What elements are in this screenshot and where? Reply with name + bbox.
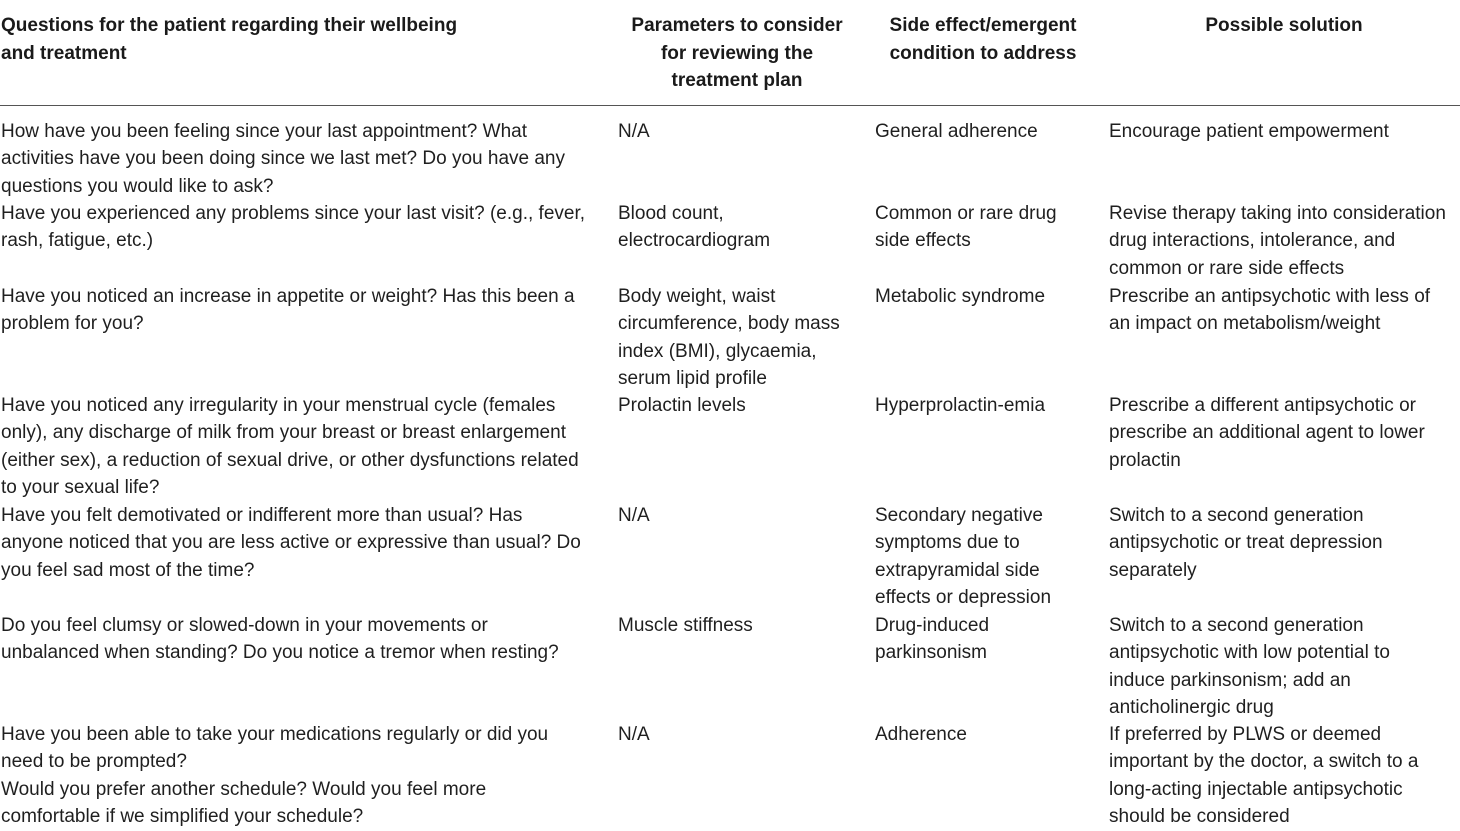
question-cell: Have you noticed any irregularity in your menstrual cycle (females only), any discharge of milk from your breast or breast enlargement (either sex), a reduction of sexual drive, or other dysfunctions related to your sexual life?: [1, 395, 579, 499]
parameters-cell: N/A: [618, 505, 650, 526]
parameters-cell: N/A: [618, 724, 650, 745]
side-effect-cell: General adherence: [875, 121, 1038, 142]
header-parameters: Parameters to consider for reviewing the treatment plan: [631, 15, 843, 91]
solution-cell: Encourage patient empowerment: [1109, 121, 1389, 142]
solution-cell: Prescribe a different antipsychotic or prescribe an additional agent to lower prolactin: [1109, 395, 1425, 471]
parameters-cell: Body weight, waist circumference, body mass index (BMI), glycaemia, serum lipid profile: [618, 286, 840, 390]
header-solution: Possible solution: [1205, 15, 1363, 36]
solution-cell: Switch to a second generation antipsychotic with low potential to induce parkinsonism; add an anticholinergic drug: [1109, 615, 1390, 719]
header-divider: [0, 105, 1460, 106]
side-effect-cell: Hyperprolactin-emia: [875, 395, 1046, 416]
solution-cell: If preferred by PLWS or deemed important by the doctor, a switch to a long-acting injectable antipsychotic should be considered: [1109, 724, 1419, 828]
parameters-cell: Muscle stiffness: [618, 615, 753, 636]
question-cell: Have you been able to take your medications regularly or did you need to be prompted? Would you prefer another schedule? Would you feel more comfortable if we simplified your schedule?: [1, 724, 549, 828]
parameters-cell: Blood count, electrocardiogram: [618, 203, 771, 252]
solution-cell: Prescribe an antipsychotic with less of an impact on metabolism/weight: [1109, 286, 1431, 335]
question-cell: Have you experienced any problems since your last visit? (e.g., fever, rash, fatigue, etc.): [1, 203, 586, 252]
side-effect-cell: Drug-induced parkinsonism: [875, 615, 990, 664]
solution-cell: Revise therapy taking into consideration drug interactions, intolerance, and common or rare side effects: [1109, 203, 1446, 279]
side-effect-cell: Common or rare drug side effects: [875, 203, 1057, 252]
question-cell: Have you felt demotivated or indifferent more than usual? Has anyone noticed that you are less active or expressive than usual? Do you feel sad most of the time?: [1, 505, 581, 581]
solution-cell: Switch to a second generation antipsychotic or treat depression separately: [1109, 505, 1383, 581]
parameters-cell: Prolactin levels: [618, 395, 746, 416]
side-effect-cell: Secondary negative symptoms due to extrapyramidal side effects or depression: [875, 505, 1052, 609]
question-cell: How have you been feeling since your last appointment? What activities have you been doing since we last met? Do you have any questions you would like to ask?: [1, 121, 565, 197]
parameters-cell: N/A: [618, 121, 650, 142]
side-effect-cell: Adherence: [875, 724, 967, 745]
side-effect-cell: Metabolic syndrome: [875, 286, 1046, 307]
header-side-effect: Side effect/emergent condition to address: [889, 15, 1077, 64]
header-questions: Questions for the patient regarding their wellbeing and treatment: [1, 15, 458, 64]
question-cell: Have you noticed an increase in appetite or weight? Has this been a problem for you?: [1, 286, 575, 335]
question-cell: Do you feel clumsy or slowed-down in your movements or unbalanced when standing? Do you notice a tremor when resting?: [1, 615, 559, 664]
